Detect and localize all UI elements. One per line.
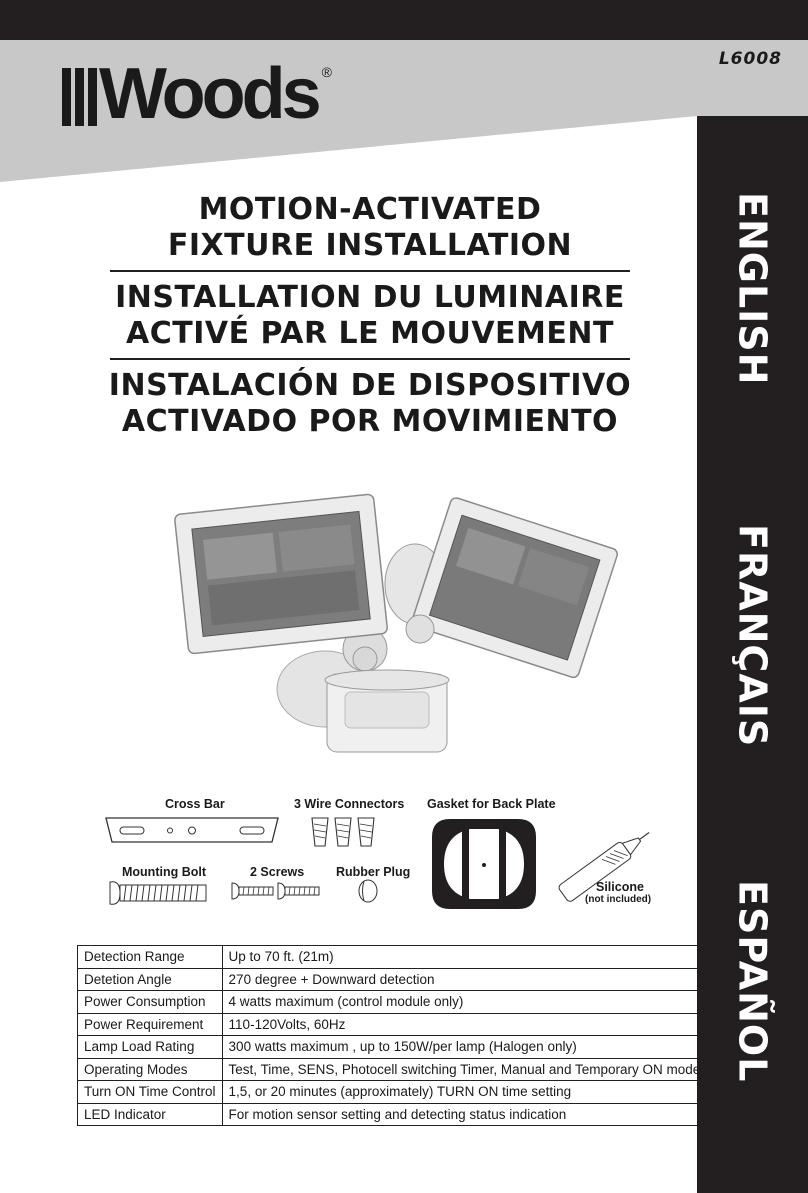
table-row [78, 991, 707, 1014]
title-spanish [100, 368, 640, 440]
registered-mark: ® [321, 64, 332, 80]
spec-value: For motion sensor setting and detecting status indication [222, 1103, 707, 1126]
language-tab-english: ENGLISH [730, 192, 775, 386]
silicone-tube-icon [548, 828, 658, 904]
spec-value: 4 watts maximum (control module only) [222, 991, 707, 1014]
spec-value: Test, Time, SENS, Photocell switching Timer, Manual and Temporary ON mode [222, 1058, 707, 1081]
spec-value: 1,5, or 20 minutes (approximately) TURN ON time setting [222, 1081, 707, 1104]
table-row [78, 946, 707, 969]
title-french [100, 280, 640, 352]
label-silicone: Silicone [596, 880, 644, 894]
title-divider [110, 358, 630, 360]
title-spanish-line-2: ACTIVADO POR MOVIMIENTO [121, 404, 619, 439]
table-row [78, 1036, 707, 1059]
label-gasket: Gasket for Back Plate [427, 797, 556, 811]
label-cross-bar: Cross Bar [165, 797, 225, 811]
language-sidebar [697, 116, 808, 1193]
table-row [78, 1013, 707, 1036]
table-row [78, 1058, 707, 1081]
title-english-line-1: MOTION-ACTIVATED [198, 192, 542, 227]
spec-value: 300 watts maximum , up to 150W/per lamp (Halogen only) [222, 1036, 707, 1059]
language-tab-spanish: ESPAÑOL [730, 880, 775, 1083]
title-french-line-1: INSTALLATION DU LUMINAIRE [115, 280, 625, 315]
table-row [78, 1103, 707, 1126]
label-silicone-note: (not included) [585, 894, 652, 905]
specifications-table [77, 945, 707, 1126]
label-wire-connectors: 3 Wire Connectors [294, 797, 405, 811]
title-block [100, 192, 640, 440]
spec-label: Power Consumption [78, 991, 223, 1014]
spec-value: 270 degree + Downward detection [222, 968, 707, 991]
language-tab-french: FRANÇAIS [730, 524, 775, 748]
title-english-line-2: FIXTURE INSTALLATION [167, 228, 573, 263]
rubber-plug-icon [355, 877, 381, 905]
label-rubber-plug: Rubber Plug [336, 865, 411, 879]
brand-name: Woods [99, 54, 318, 134]
spec-label: LED Indicator [78, 1103, 223, 1126]
title-spanish-line-1: INSTALACIÓN DE DISPOSITIVO [108, 368, 632, 403]
label-screws: 2 Screws [250, 865, 305, 879]
model-number: L6008 [718, 49, 782, 69]
logo-bars-graphic [62, 68, 97, 126]
mounting-bolt-icon [106, 876, 210, 910]
wire-connectors-icon [308, 812, 382, 852]
brand-logo [62, 54, 332, 134]
spec-value: Up to 70 ft. (21m) [222, 946, 707, 969]
gasket-icon [428, 815, 540, 913]
spec-label: Operating Modes [78, 1058, 223, 1081]
screws-icon [230, 880, 322, 902]
product-image [170, 484, 620, 764]
spec-label: Detetion Angle [78, 968, 223, 991]
table-row [78, 1081, 707, 1104]
cross-bar-icon [102, 812, 282, 848]
spec-value: 110-120Volts, 60Hz [222, 1013, 707, 1036]
title-french-line-2: ACTIVÉ PAR LE MOUVEMENT [126, 316, 614, 351]
spec-label: Detection Range [78, 946, 223, 969]
title-divider [110, 270, 630, 272]
top-black-bar [0, 0, 808, 40]
spec-label: Lamp Load Rating [78, 1036, 223, 1059]
spec-label: Turn ON Time Control [78, 1081, 223, 1104]
title-english [100, 192, 640, 264]
table-row [78, 968, 707, 991]
spec-label: Power Requirement [78, 1013, 223, 1036]
label-mounting-bolt: Mounting Bolt [122, 865, 206, 879]
